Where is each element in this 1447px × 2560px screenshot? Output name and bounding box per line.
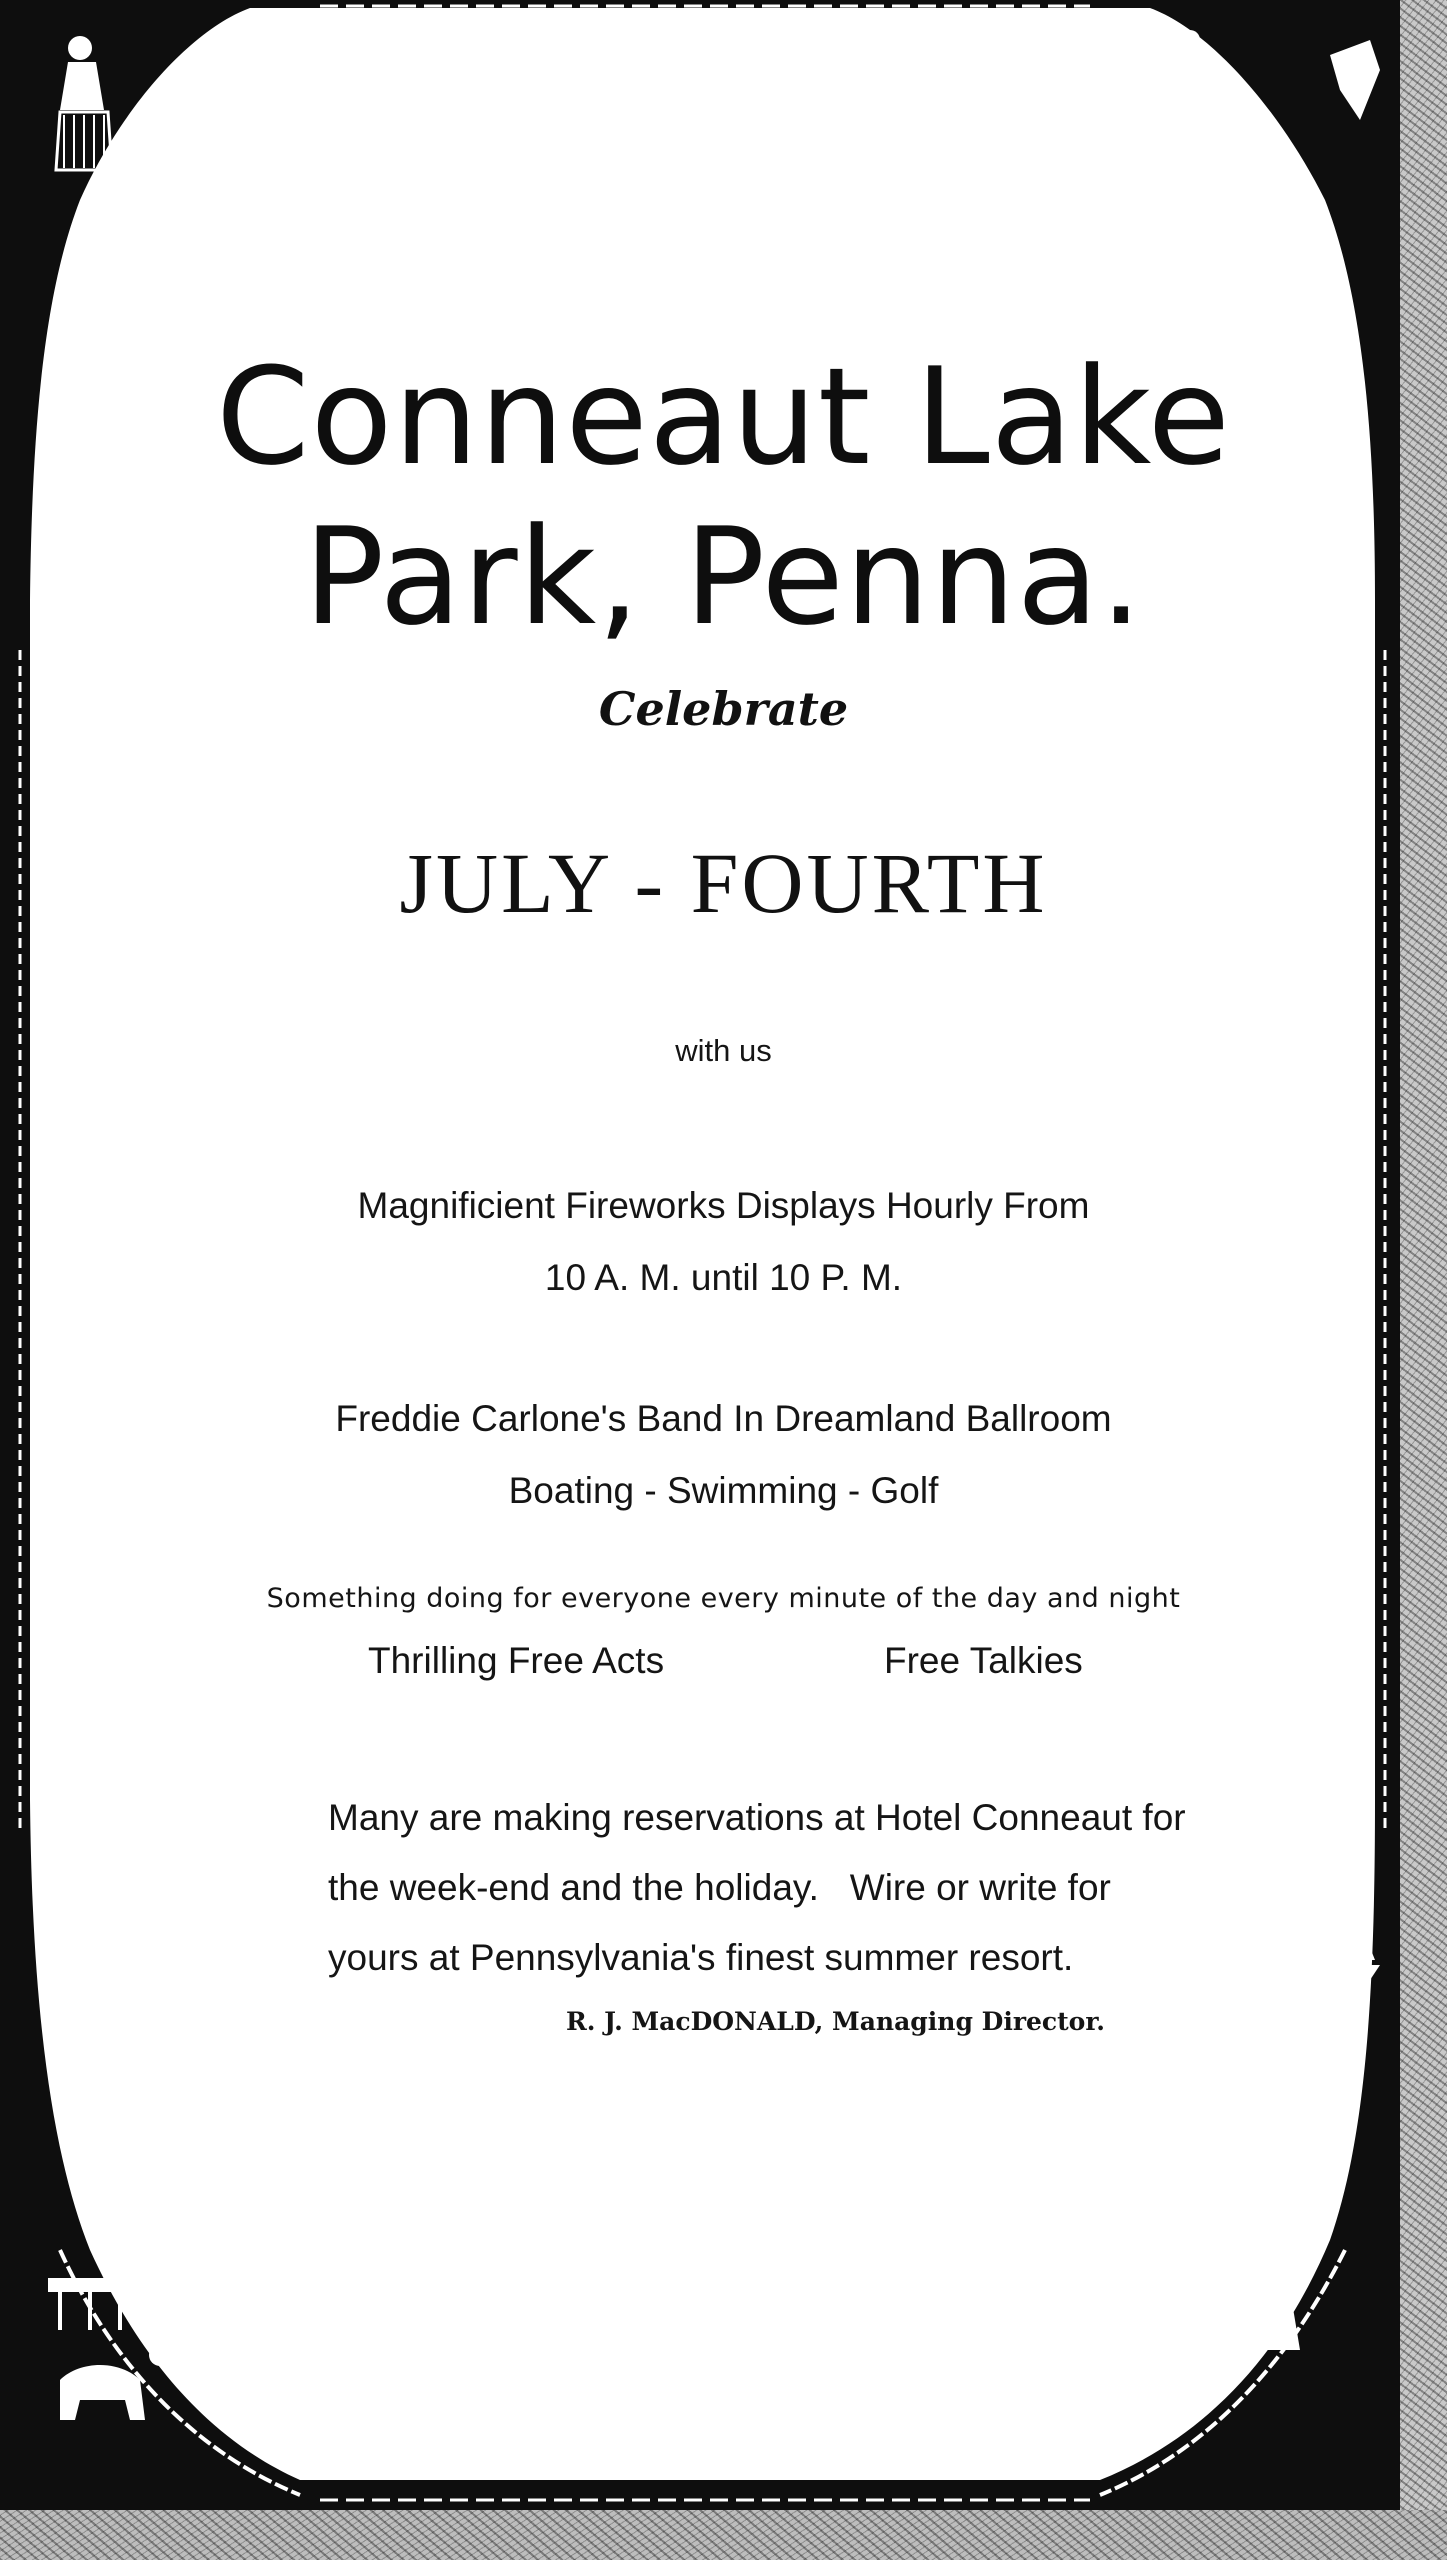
sailboat-icon	[1280, 1880, 1380, 1980]
something-doing-text: Something doing for everyone every minute of the day and night	[266, 1583, 1181, 1614]
title-line-1: Conneaut Lake	[215, 339, 1232, 495]
diver-icon	[1075, 30, 1200, 122]
fisherman-icon	[1218, 2170, 1300, 2350]
holiday-heading: JULY - FOURTH	[399, 835, 1048, 931]
paper-edge-bottom	[0, 2510, 1447, 2560]
free-talkies-text: Free Talkies	[884, 1640, 1083, 1681]
signature-text: R. J. MacDONALD, Managing Director.	[566, 2007, 1105, 2036]
activities-text: Boating - Swimming - Golf	[508, 1470, 939, 1511]
reservation-line: yours at Pennsylvania's finest summer resort.	[328, 1937, 1074, 1978]
free-acts-text: Thrilling Free Acts	[368, 1640, 665, 1681]
fireworks-line-2: 10 A. M. until 10 P. M.	[544, 1257, 903, 1298]
reservation-paragraph	[328, 1783, 1186, 1993]
title-line-2: Park, Penna.	[303, 499, 1144, 655]
reservation-line: the week-end and the holiday. Wire or write for	[328, 1867, 1111, 1908]
with-us-text: with us	[675, 1033, 772, 1068]
band-text: Freddie Carlone's Band In Dreamland Ballroom	[335, 1398, 1112, 1439]
celebrate-text: Celebrate	[598, 682, 849, 736]
motorboat-icon	[290, 2345, 420, 2396]
fireworks-line-1: Magnificient Fireworks Displays Hourly From	[357, 1185, 1090, 1226]
reservation-line: Many are making reservations at Hotel Conneaut for	[328, 1797, 1186, 1838]
